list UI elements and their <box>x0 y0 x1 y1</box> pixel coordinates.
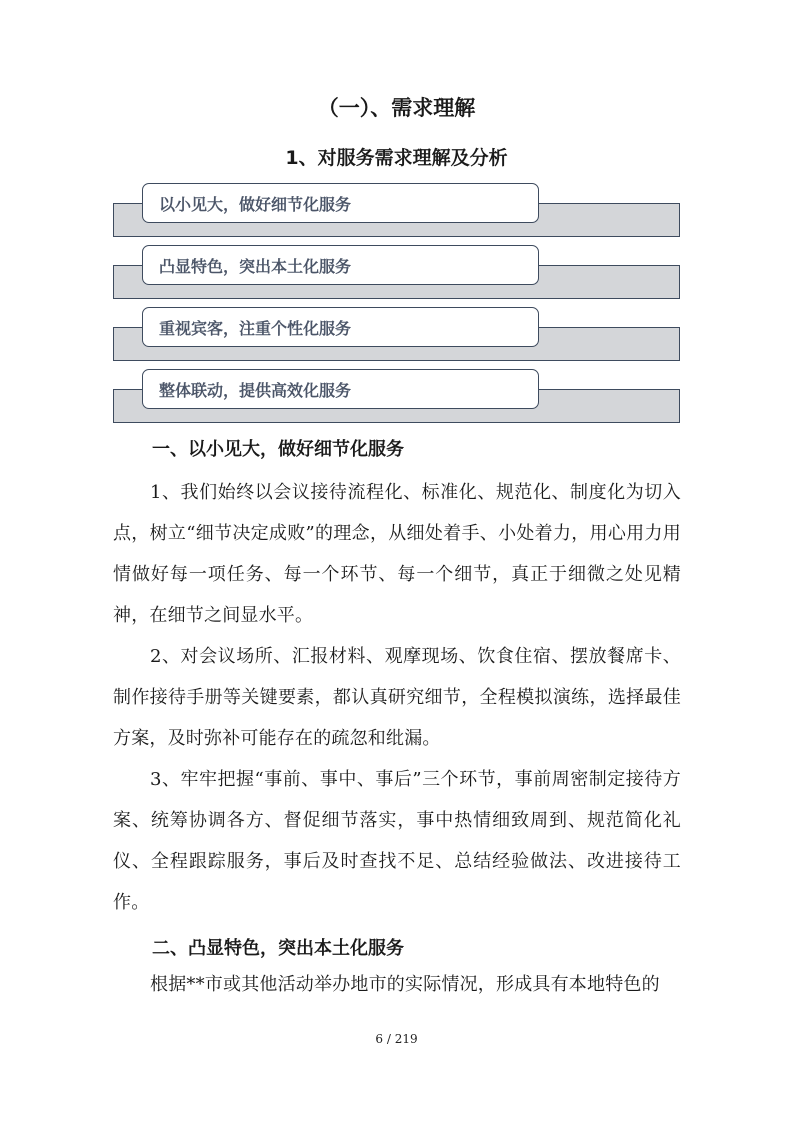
paragraph-2: 2、对会议场所、汇报材料、观摩现场、饮食住宿、摆放餐席卡、制作接待手册等关键要素，都认真研究细节，全程模拟演练，选择最佳方案，及时弥补可能存在的疏忽和纰漏。 <box>113 646 681 749</box>
diagram-item-3 <box>142 307 539 347</box>
diagram-item-label: 整体联动，提供高效化服务 <box>159 380 352 400</box>
diagram-item-2 <box>142 245 539 285</box>
section-title-1: 一、以小见大，做好细节化服务 <box>152 439 404 460</box>
diagram-item-4 <box>142 369 539 409</box>
paragraph-1: 1、我们始终以会议接待流程化、标准化、规范化、制度化为切入点，树立“细节决定成败”的理念，从细处着手、小处着力，用心用力用情做好每一项任务、每一个环节、每一个细节，真正于细微之处见精神，在细节之间显水平。 <box>113 482 681 626</box>
diagram-item-label: 重视宾客，注重个性化服务 <box>159 318 352 338</box>
paragraph-3: 3、牢牢把握“事前、事中、事后”三个环节，事前周密制定接待方案、统筹协调各方、督促细节落实，事中热情细致周到、规范简化礼仪、全程跟踪服务，事后及时查找不足、总结经验做法、改进接待工作。 <box>113 769 681 913</box>
page-number: 6 / 219 <box>375 1032 418 1046</box>
heading-level-2: 1、对服务需求理解及分析 <box>285 147 508 169</box>
diagram-item-1 <box>142 183 539 223</box>
section-title-2: 二、凸显特色，突出本土化服务 <box>152 938 404 959</box>
paragraph-4: 根据**市或其他活动举办地市的实际情况，形成具有本地特色的 <box>150 974 660 995</box>
diagram-item-label: 凸显特色，突出本土化服务 <box>159 256 352 276</box>
heading-level-1: （一）、需求理解 <box>317 96 476 120</box>
diagram-item-label: 以小见大，做好细节化服务 <box>159 194 352 214</box>
